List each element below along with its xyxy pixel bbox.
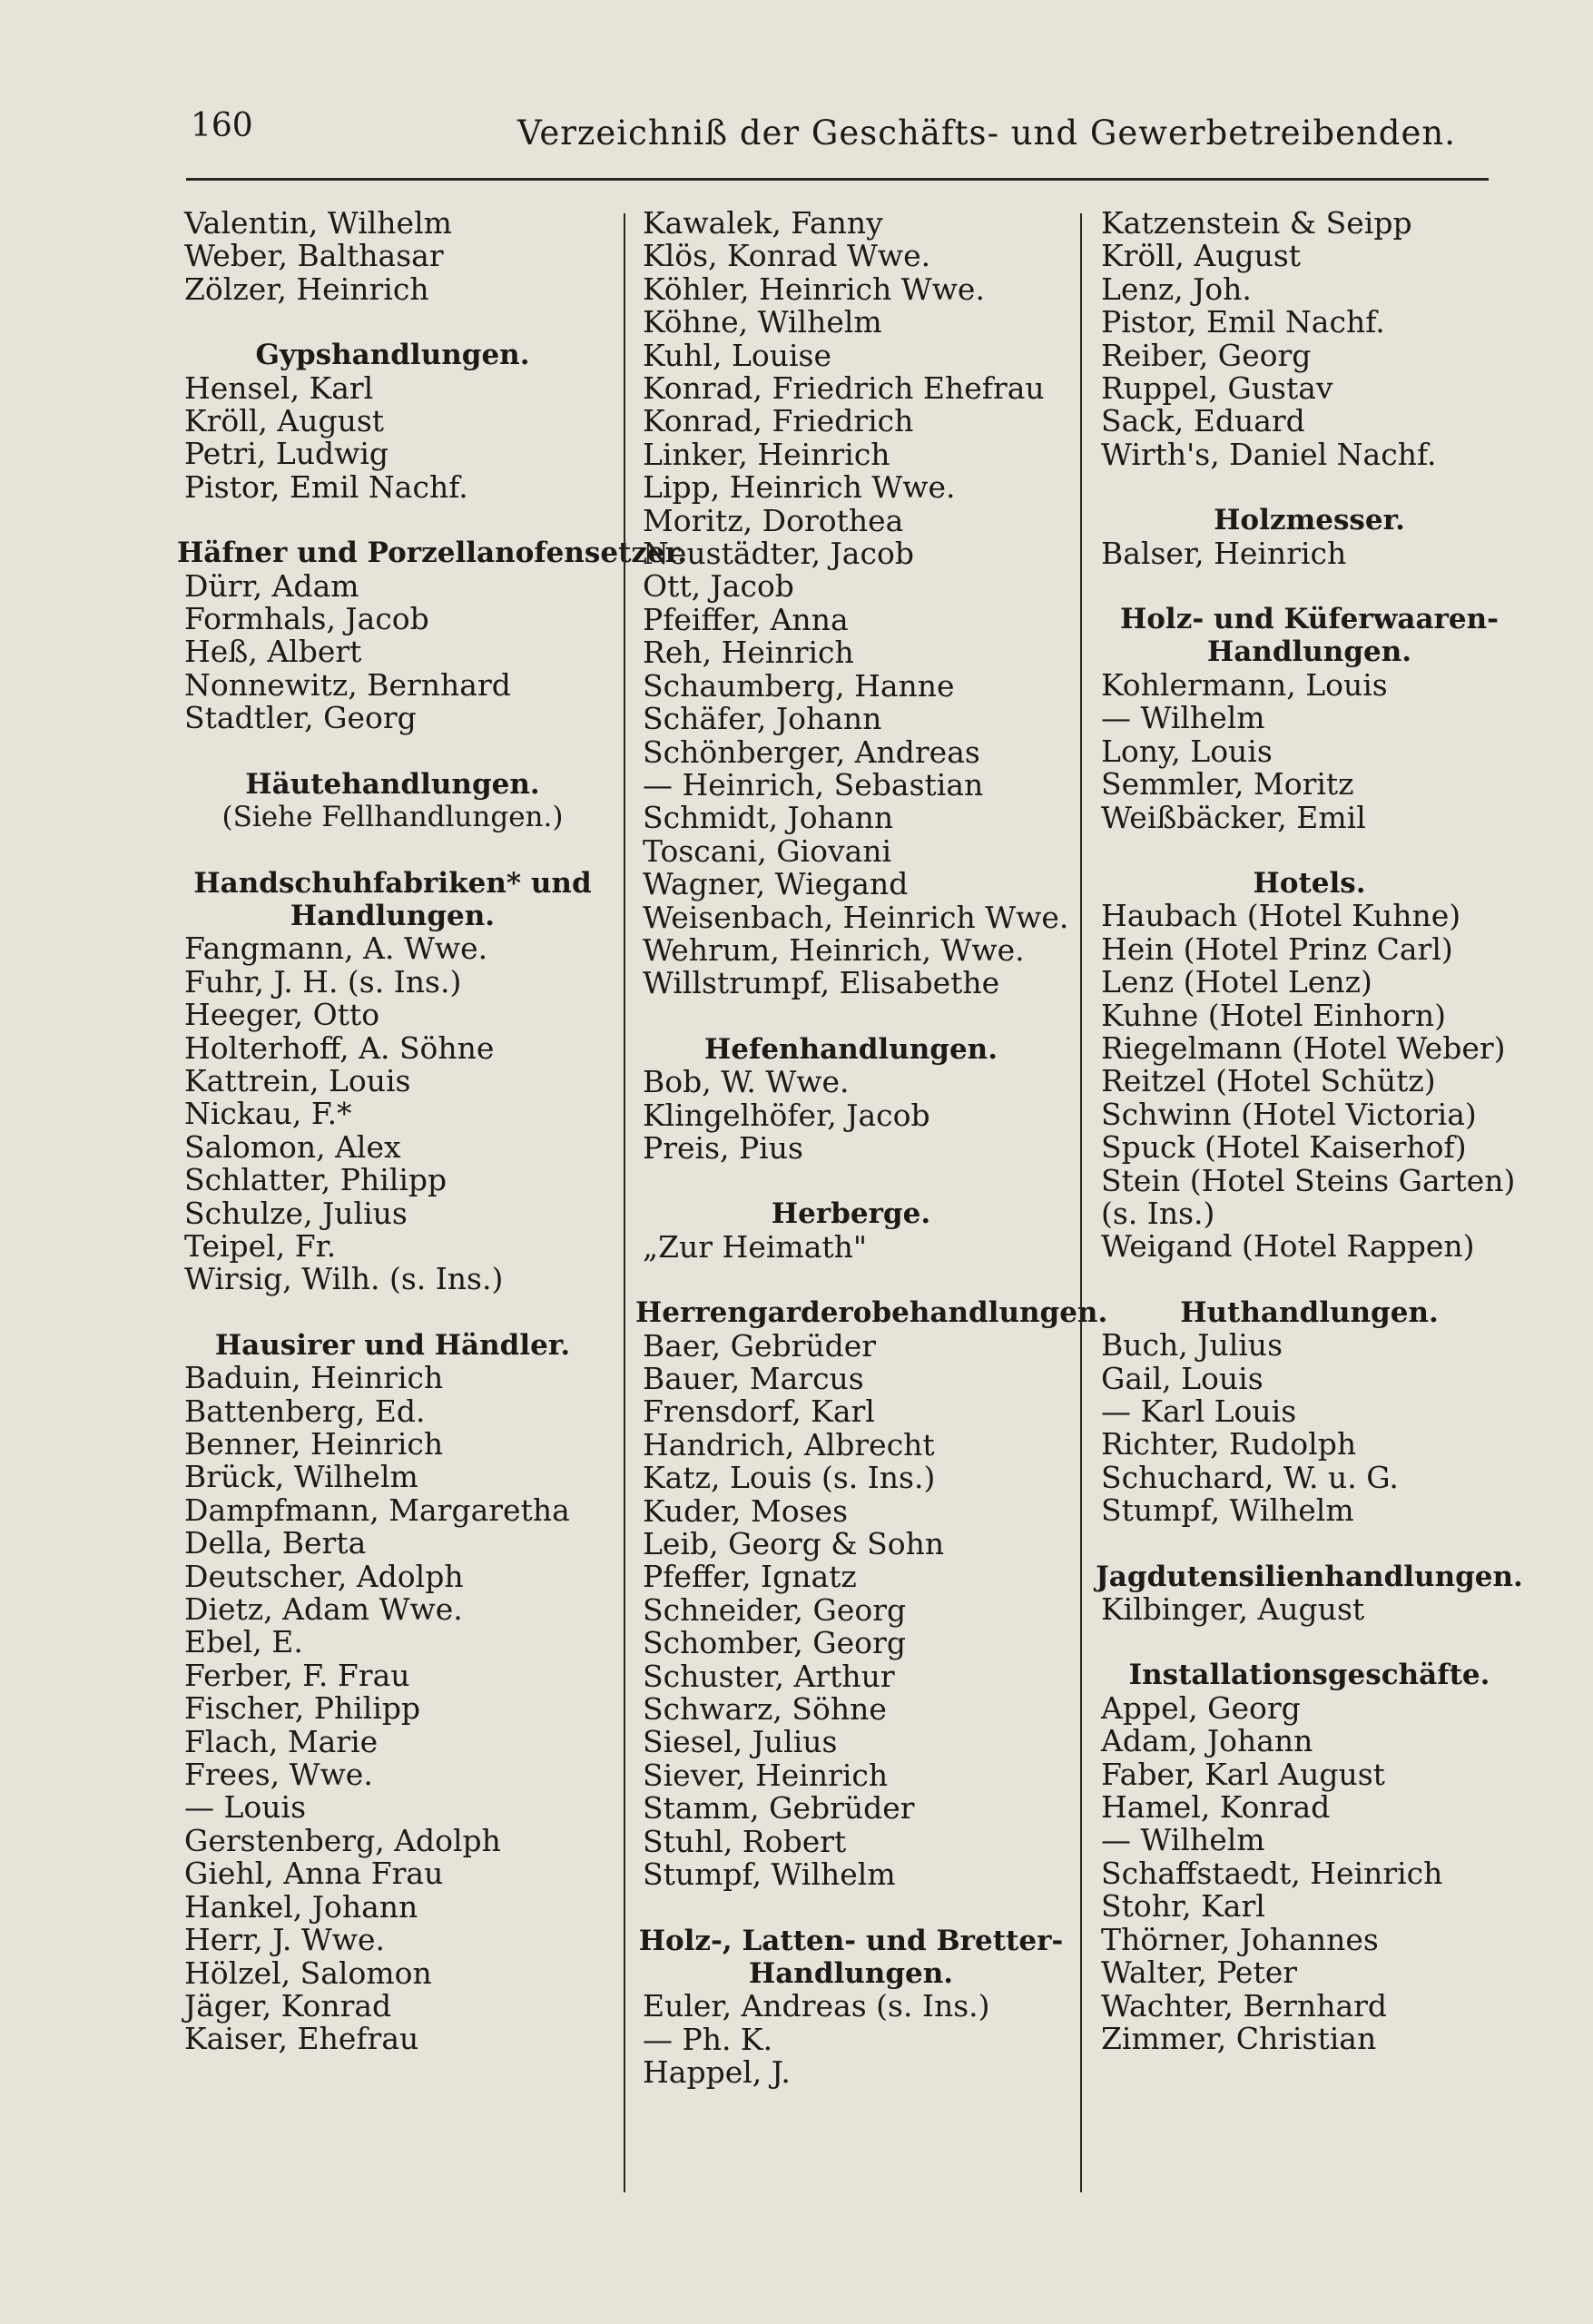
directory-entry: Preis, Pius bbox=[643, 1129, 803, 1166]
section-heading: Häutehandlungen. bbox=[245, 767, 540, 801]
directory-entry: Klingelhöfer, Jacob bbox=[643, 1097, 930, 1133]
directory-entry: Baduin, Heinrich bbox=[184, 1360, 444, 1396]
directory-entry: Toscani, Giovani bbox=[643, 832, 892, 869]
directory-entry: Gail, Louis bbox=[1101, 1360, 1264, 1396]
directory-entry: Balser, Heinrich bbox=[1101, 535, 1347, 571]
directory-entry: Hamel, Konrad bbox=[1101, 1789, 1331, 1826]
directory-entry: — Wilhelm bbox=[1101, 700, 1265, 736]
section-heading: Herrengarderobehandlungen. bbox=[635, 1296, 1108, 1330]
directory-entry: Katz, Louis (s. Ins.) bbox=[643, 1460, 936, 1496]
directory-entry: Köhne, Wilhelm bbox=[643, 304, 882, 340]
directory-entry: Wagner, Wiegand bbox=[643, 866, 909, 902]
directory-entry: (s. Ins.) bbox=[1101, 1195, 1215, 1231]
section-heading: Jagdutensilienhandlungen. bbox=[1096, 1560, 1523, 1593]
directory-entry: Köhler, Heinrich Wwe. bbox=[643, 271, 985, 307]
directory-entry: „Zur Heimath" bbox=[643, 1228, 868, 1265]
directory-entry: Heeger, Otto bbox=[184, 997, 380, 1033]
directory-entry: Hensel, Karl bbox=[184, 369, 374, 406]
directory-entry: Konrad, Friedrich bbox=[643, 403, 914, 439]
directory-entry: Jäger, Konrad bbox=[184, 1987, 392, 2024]
directory-entry: Pfeffer, Ignatz bbox=[643, 1559, 857, 1595]
directory-entry: Lony, Louis bbox=[1101, 733, 1273, 769]
directory-entry: Hankel, Johann bbox=[184, 1888, 418, 1925]
directory-entry: Happel, J. bbox=[643, 2054, 791, 2091]
directory-entry: Nonnewitz, Bernhard bbox=[184, 666, 511, 703]
directory-entry: Walter, Peter bbox=[1101, 1955, 1298, 1991]
page-header-title: Verzeichniß der Geschäfts- und Gewerbetreibenden. bbox=[517, 113, 1456, 153]
section-heading: Hefenhandlungen. bbox=[703, 1032, 998, 1066]
directory-entry: Willstrumpf, Elisabethe bbox=[643, 965, 1000, 1001]
section-heading: Holzmesser. bbox=[1214, 504, 1405, 537]
column-divider-left bbox=[624, 213, 625, 2192]
directory-entry: Pistor, Emil Nachf. bbox=[1101, 304, 1385, 340]
directory-entry: Leib, Georg & Sohn bbox=[643, 1526, 945, 1562]
directory-entry: Kilbinger, August bbox=[1101, 1591, 1365, 1628]
directory-entry: Appel, Georg bbox=[1101, 1689, 1301, 1726]
directory-entry: Sack, Eduard bbox=[1101, 403, 1305, 439]
directory-entry: Linker, Heinrich bbox=[643, 436, 890, 472]
column-right bbox=[1094, 207, 1525, 2055]
directory-entry: Kuder, Moses bbox=[643, 1492, 849, 1529]
directory-entry: Kawalek, Fanny bbox=[643, 205, 883, 241]
directory-entry: Schuster, Arthur bbox=[643, 1658, 895, 1694]
directory-entry: Stumpf, Wilhelm bbox=[643, 1856, 896, 1893]
directory-entry: Teipel, Fr. bbox=[184, 1227, 337, 1264]
directory-entry: Schönberger, Andreas bbox=[643, 734, 980, 770]
directory-entry: Hein (Hotel Prinz Carl) bbox=[1101, 931, 1453, 967]
directory-entry: Stohr, Karl bbox=[1101, 1888, 1265, 1925]
directory-entry: Lenz (Hotel Lenz) bbox=[1101, 964, 1372, 1000]
directory-entry: Moritz, Dorothea bbox=[643, 502, 904, 538]
directory-entry: Handrich, Albrecht bbox=[643, 1426, 935, 1462]
directory-entry: Weigand (Hotel Rappen) bbox=[1101, 1228, 1475, 1265]
directory-entry: Katzenstein & Seipp bbox=[1101, 205, 1412, 241]
directory-entry: Schwarz, Söhne bbox=[643, 1691, 887, 1728]
section-heading: Installationsgeschäfte. bbox=[1128, 1659, 1490, 1692]
section-heading: Handlungen. bbox=[1206, 635, 1412, 669]
directory-entry: Thörner, Johannes bbox=[1101, 1921, 1379, 1957]
directory-entry: Neustädter, Jacob bbox=[643, 536, 914, 572]
directory-entry: Dampfmann, Margaretha bbox=[184, 1492, 570, 1528]
header-rule bbox=[186, 178, 1489, 181]
directory-entry: Benner, Heinrich bbox=[184, 1426, 444, 1462]
directory-entry: Flach, Marie bbox=[184, 1723, 379, 1759]
directory-entry: Kröll, August bbox=[184, 403, 385, 439]
directory-entry: Schäfer, Johann bbox=[643, 701, 882, 737]
directory-entry: Weißbäcker, Emil bbox=[1101, 799, 1366, 835]
section-heading: Herberge. bbox=[771, 1197, 931, 1231]
directory-entry: Adam, Johann bbox=[1101, 1723, 1313, 1759]
directory-entry: Stamm, Gebrüder bbox=[643, 1790, 915, 1827]
directory-entry: Schwinn (Hotel Victoria) bbox=[1101, 1096, 1477, 1132]
section-heading: Huthandlungen. bbox=[1180, 1295, 1439, 1329]
directory-entry: Schaumberg, Hanne bbox=[643, 667, 955, 704]
directory-entry: Reh, Heinrich bbox=[643, 635, 854, 671]
directory-entry: Hölzel, Salomon bbox=[184, 1955, 432, 1991]
column-divider-right bbox=[1080, 213, 1082, 2192]
directory-entry: Kröll, August bbox=[1101, 238, 1302, 274]
directory-entry: Schlatter, Philipp bbox=[184, 1162, 447, 1198]
section-heading: Handlungen. bbox=[748, 1956, 954, 1990]
directory-entry: Brück, Wilhelm bbox=[184, 1459, 418, 1495]
directory-entry: Wachter, Bernhard bbox=[1101, 1987, 1388, 2024]
directory-entry: Richter, Rudolph bbox=[1101, 1426, 1357, 1462]
directory-entry: Wirth's, Daniel Nachf. bbox=[1101, 436, 1437, 472]
directory-entry: Siesel, Julius bbox=[643, 1724, 838, 1760]
directory-entry: Riegelmann (Hotel Weber) bbox=[1101, 1029, 1506, 1066]
directory-entry: Buch, Julius bbox=[1101, 1327, 1283, 1364]
directory-entry: Euler, Andreas (s. Ins.) bbox=[643, 1988, 990, 2024]
directory-entry: Bauer, Marcus bbox=[643, 1361, 864, 1396]
directory-entry: Konrad, Friedrich Ehefrau bbox=[643, 370, 1045, 407]
directory-entry: Gerstenberg, Adolph bbox=[184, 1822, 501, 1858]
section-heading: Häfner und Porzellanofensetzer. bbox=[177, 537, 688, 570]
directory-entry: Battenberg, Ed. bbox=[184, 1393, 426, 1429]
directory-entry: Semmler, Moritz bbox=[1101, 766, 1354, 803]
directory-entry: Ferber, F. Frau bbox=[184, 1657, 410, 1693]
directory-entry: Stadtler, Georg bbox=[184, 700, 417, 736]
directory-entry: Petri, Ludwig bbox=[184, 436, 389, 472]
directory-entry: Schomber, Georg bbox=[643, 1625, 906, 1661]
directory-entry: Ruppel, Gustav bbox=[1101, 370, 1333, 407]
page-number: 160 bbox=[191, 107, 253, 144]
directory-entry: Kuhne (Hotel Einhorn) bbox=[1101, 997, 1446, 1033]
directory-entry: Dürr, Adam bbox=[184, 567, 359, 604]
directory-entry: — Wilhelm bbox=[1101, 1822, 1265, 1858]
directory-entry: Spuck (Hotel Kaiserhof) bbox=[1101, 1129, 1467, 1166]
directory-entry: Ott, Jacob bbox=[643, 568, 794, 605]
directory-entry: Holterhoff, A. Söhne bbox=[184, 1029, 495, 1066]
directory-entry: — Karl Louis bbox=[1101, 1393, 1297, 1429]
section-heading: Hotels. bbox=[1253, 866, 1366, 900]
directory-entry: Herr, J. Wwe. bbox=[184, 1922, 386, 1958]
section-heading: Holz-, Latten- und Bretter- bbox=[638, 1924, 1064, 1957]
section-heading: Gypshandlungen. bbox=[255, 339, 530, 372]
directory-entry: Formhals, Jacob bbox=[184, 601, 429, 637]
directory-entry: Fuhr, J. H. (s. Ins.) bbox=[184, 963, 462, 1000]
section-heading: Hausirer und Händler. bbox=[214, 1328, 571, 1362]
directory-entry: Salomon, Alex bbox=[184, 1128, 401, 1165]
directory-entry: Kaiser, Ehefrau bbox=[184, 2021, 419, 2057]
directory-entry: Heß, Albert bbox=[184, 634, 362, 670]
cross-reference-note: (Siehe Fellhandlungen.) bbox=[221, 801, 564, 834]
directory-entry: Schneider, Georg bbox=[643, 1591, 907, 1628]
column-left bbox=[177, 205, 688, 2057]
directory-entry: Stein (Hotel Steins Garten) bbox=[1101, 1162, 1516, 1198]
directory-entry: Schuchard, W. u. G. bbox=[1101, 1459, 1399, 1495]
directory-entry: Kohlermann, Louis bbox=[1101, 666, 1388, 703]
directory-entry: Kattrein, Louis bbox=[184, 1062, 411, 1098]
directory-entry: — Ph. K. bbox=[643, 2021, 773, 2057]
directory-entry: Frensdorf, Karl bbox=[643, 1393, 875, 1430]
directory-entry: Bob, W. Wwe. bbox=[643, 1064, 850, 1100]
section-heading: Holz- und Küferwaaren- bbox=[1119, 603, 1500, 636]
directory-entry: Siever, Heinrich bbox=[643, 1757, 889, 1793]
directory-entry: Zimmer, Christian bbox=[1101, 2020, 1377, 2056]
directory-entry: Deutscher, Adolph bbox=[184, 1558, 464, 1594]
directory-entry: Schulze, Julius bbox=[184, 1195, 408, 1231]
directory-entry: Nickau, F.* bbox=[184, 1096, 352, 1132]
directory-entry: Fangmann, A. Wwe. bbox=[184, 931, 488, 967]
directory-entry: Ebel, E. bbox=[184, 1624, 303, 1660]
directory-entry: Valentin, Wilhelm bbox=[184, 205, 452, 241]
directory-entry: Frees, Wwe. bbox=[184, 1757, 373, 1793]
directory-entry: Lipp, Heinrich Wwe. bbox=[643, 469, 956, 506]
directory-entry: Wehrum, Heinrich, Wwe. bbox=[643, 931, 1025, 968]
directory-entry: Pfeiffer, Anna bbox=[643, 601, 849, 637]
directory-entry: Klös, Konrad Wwe. bbox=[643, 238, 931, 274]
directory-entry: Schmidt, Johann bbox=[643, 800, 894, 836]
directory-entry: Reitzel (Hotel Schütz) bbox=[1101, 1063, 1436, 1099]
section-heading: Handschuhfabriken* und bbox=[193, 866, 592, 900]
directory-entry: Dietz, Adam Wwe. bbox=[184, 1591, 463, 1628]
directory-entry: — Louis bbox=[184, 1789, 307, 1826]
directory-entry: Fischer, Philipp bbox=[184, 1690, 421, 1727]
directory-entry: Della, Berta bbox=[184, 1525, 367, 1561]
directory-entry: Faber, Karl August bbox=[1101, 1756, 1385, 1792]
directory-entry: Kuhl, Louise bbox=[643, 337, 832, 373]
directory-entry: Reiber, Georg bbox=[1101, 337, 1312, 373]
directory-entry: Stumpf, Wilhelm bbox=[1101, 1492, 1354, 1529]
directory-entry: Giehl, Anna Frau bbox=[184, 1856, 444, 1892]
section-heading: Handlungen. bbox=[290, 899, 496, 932]
directory-entry: Lenz, Joh. bbox=[1101, 271, 1252, 307]
directory-entry: Schaffstaedt, Heinrich bbox=[1101, 1855, 1443, 1891]
directory-entry: Stuhl, Robert bbox=[643, 1823, 847, 1859]
directory-entry: Baer, Gebrüder bbox=[643, 1327, 877, 1364]
directory-entry: Haubach (Hotel Kuhne) bbox=[1101, 898, 1461, 934]
directory-entry: Zölzer, Heinrich bbox=[184, 271, 429, 307]
directory-entry: Wirsig, Wilh. (s. Ins.) bbox=[184, 1261, 504, 1297]
directory-entry: Weber, Balthasar bbox=[184, 238, 444, 274]
column-middle bbox=[635, 205, 1108, 2091]
directory-entry: Pistor, Emil Nachf. bbox=[184, 468, 468, 505]
directory-entry: — Heinrich, Sebastian bbox=[643, 766, 984, 803]
directory-entry: Weisenbach, Heinrich Wwe. bbox=[643, 899, 1069, 935]
